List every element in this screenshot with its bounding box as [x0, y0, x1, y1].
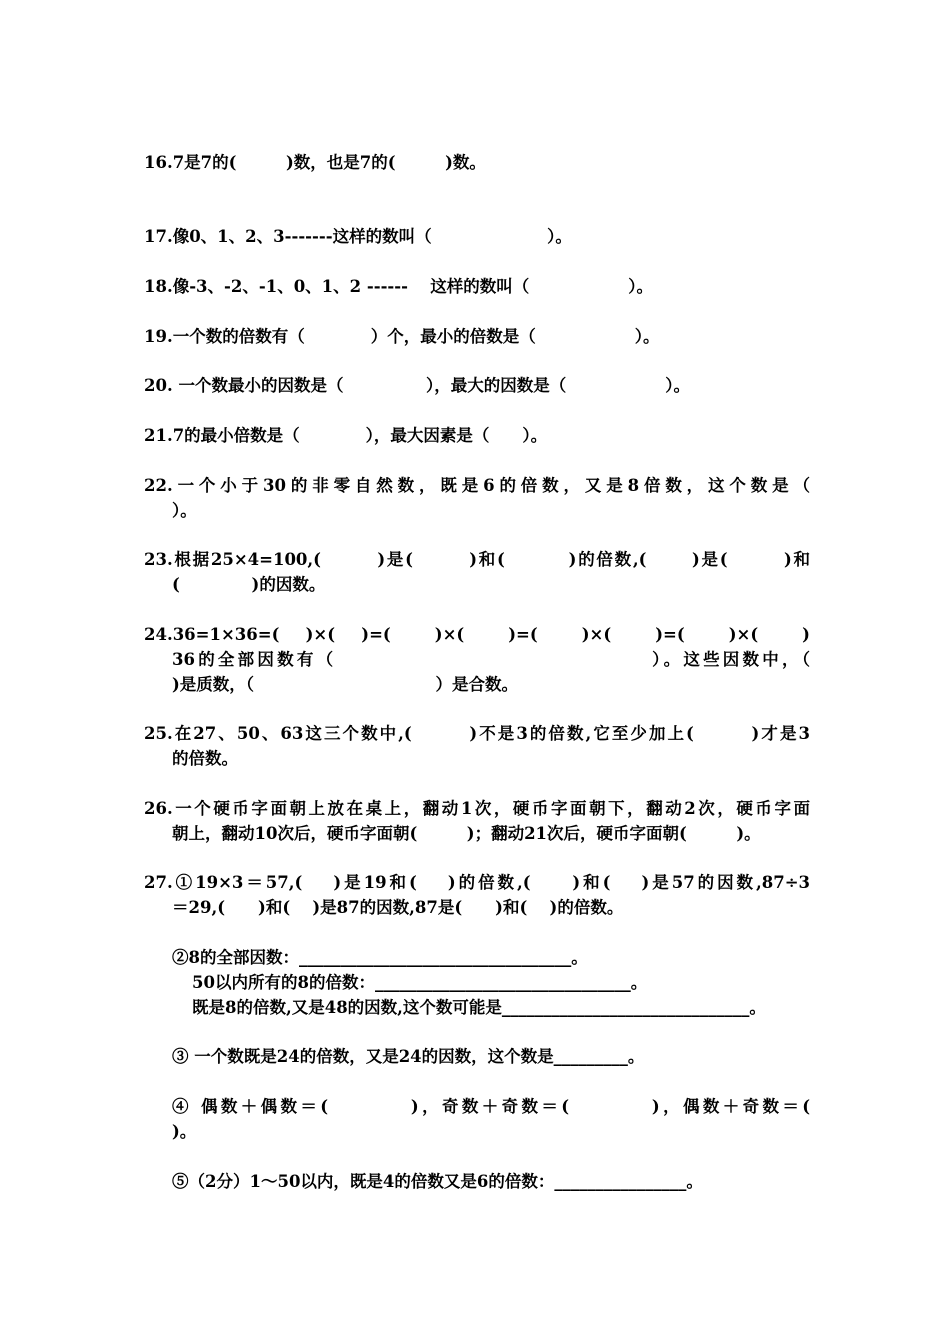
question-17: 17.像0、1、2、3-------这样的数叫（ ）。 [144, 227, 572, 246]
question-27-part-5: ⑤（2分）1～50以内，既是4的倍数又是6的倍数：________________。 [172, 1172, 703, 1191]
question-16: 16.7是7的( )数，也是7的( )数。 [144, 153, 486, 172]
question-24-line-3: )是质数，（ ）是合数。 [172, 675, 519, 694]
question-27-part-4-line-1: ④ 偶数＋偶数＝( )，奇数＋奇数＝( )，偶数＋奇数＝( [172, 1097, 810, 1116]
question-25-line-1: 25.在27、50、63这三个数中,( )不是3的倍数,它至少加上( )才是3 [144, 724, 810, 743]
question-24-line-2: 36的全部因数有（ ）。这些因数中，（ [172, 650, 810, 669]
question-27-part-4-line-2: )。 [172, 1122, 197, 1141]
question-27-part-2a: ②8的全部因数：_________________________________。 [172, 948, 588, 967]
question-27-part-2c: 既是8的倍数,又是48的因数,这个数可能是______________________________。 [192, 998, 766, 1017]
question-26-line-1: 26.一个硬币字面朝上放在桌上，翻动1次，硬币字面朝下，翻动2次，硬币字面 [144, 799, 810, 818]
question-19: 19.一个数的倍数有（ ）个，最小的倍数是（ ）。 [144, 327, 660, 346]
question-23-line-2: ( )的因数。 [172, 575, 326, 594]
question-24-line-1: 24.36=1×36=( )×( )=( )×( )=( )×( )=( )×( ) [144, 625, 810, 644]
question-23-line-1: 23.根据25×4=100,( )是( )和( )的倍数,( )是( )和 [144, 550, 810, 569]
question-25-line-2: 的倍数。 [172, 749, 238, 768]
question-22-line-1: 22.一个小于30的非零自然数，既是6的倍数，又是8倍数，这个数是（ [144, 476, 810, 495]
question-27-part-3: ③ 一个数既是24的倍数，又是24的因数，这个数是_________。 [172, 1047, 645, 1066]
question-22-line-2: ）。 [172, 501, 197, 520]
question-21: 21.7的最小倍数是（ ），最大因素是（ ）。 [144, 426, 548, 445]
question-18: 18.像-3、-2、-1、0、1、2 ------ 这样的数叫（ ）。 [144, 277, 653, 296]
question-27-part-2b: 50以内所有的8的倍数：_______________________________。 [192, 973, 648, 992]
question-27-part-1-line-1: 27.①19×3＝57,( )是19和( )的倍数,( )和( )是57的因数,87÷3 [144, 873, 810, 892]
question-27-part-1-line-2: ＝29,( )和( )是87的因数,87是( )和( )的倍数。 [172, 898, 624, 917]
question-20: 20. 一个数最小的因数是（ ），最大的因数是（ ）。 [144, 376, 690, 395]
question-26-line-2: 朝上，翻动10次后，硬币字面朝( )；翻动21次后，硬币字面朝( )。 [172, 824, 761, 843]
